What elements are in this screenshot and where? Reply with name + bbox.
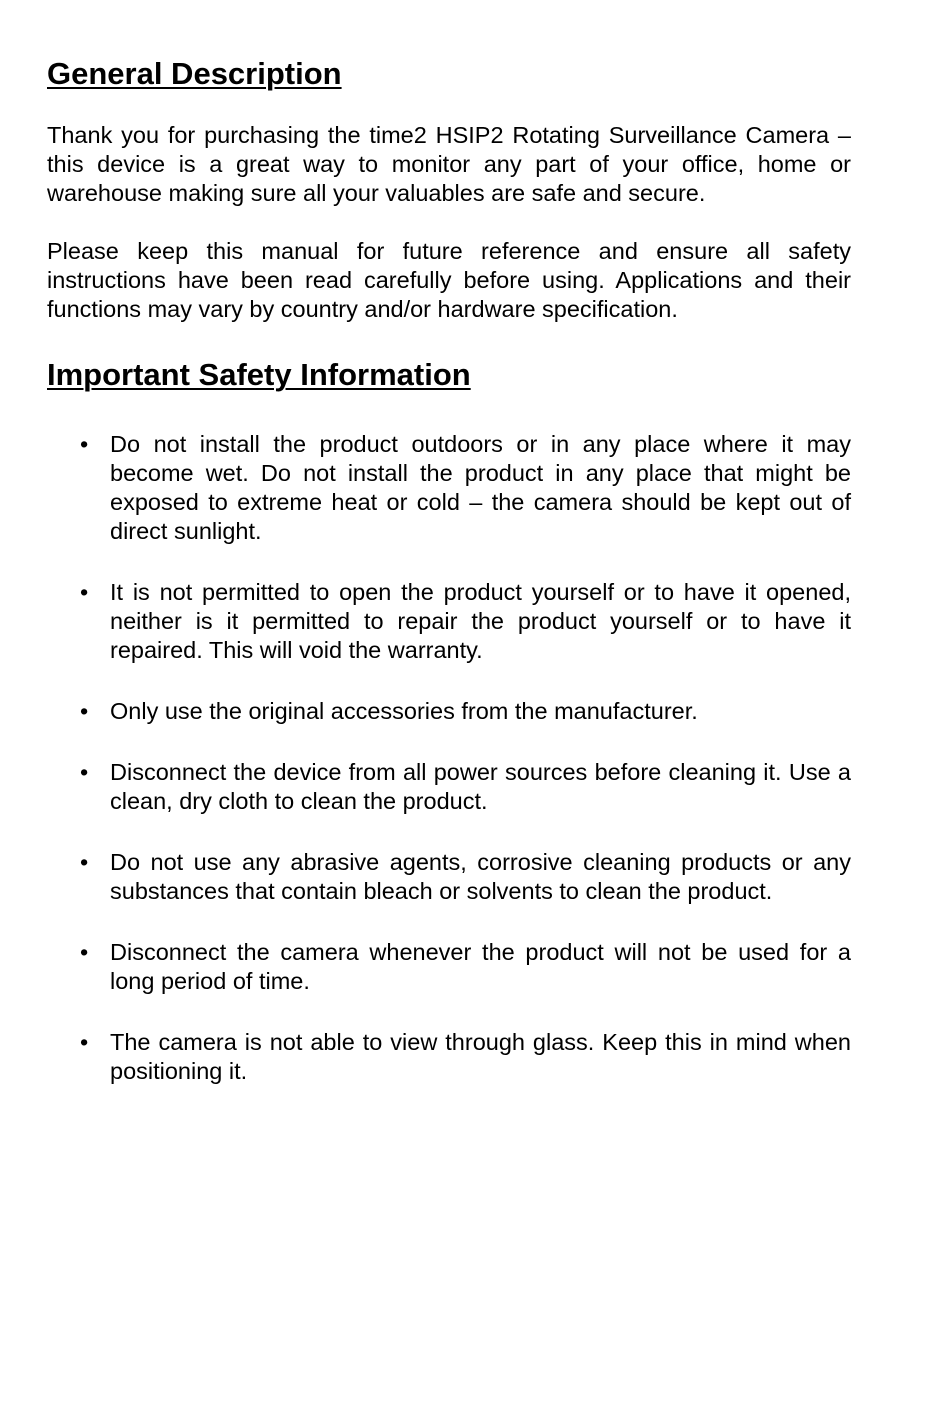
safety-information-heading: Important Safety Information [47,357,471,392]
safety-item-text: Disconnect the device from all power sources before cleaning it. Use a clean, dry cloth to clean the product. [110,759,851,814]
safety-item [47,697,851,726]
safety-list [47,430,851,1086]
safety-item-text: Disconnect the camera whenever the product will not be used for a long period of time. [110,939,851,994]
safety-item-text: It is not permitted to open the product yourself or to have it opened, neither is it permitted to repair the product yourself or to have it repaired. This will void the warranty. [110,579,851,663]
bullet-icon: • [80,939,89,965]
safety-item-text: Do not install the product outdoors or in any place where it may become wet. Do not install the product in any place that might be exposed to extreme heat or cold – the camera should be kept out of direct sunlight. [110,431,851,544]
safety-item-text: Only use the original accessories from the manufacturer. [110,698,698,724]
bullet-icon: • [80,698,89,724]
bullet-icon: • [80,579,89,605]
bullet-icon: • [80,431,89,457]
safety-item [47,938,851,996]
safety-item [47,1028,851,1086]
safety-item [47,848,851,906]
safety-item [47,758,851,816]
safety-item [47,430,851,546]
safety-item [47,578,851,665]
manual-page [47,52,851,1118]
bullet-icon: • [80,759,89,785]
intro-paragraph: Thank you for purchasing the time2 HSIP2 Rotating Surveillance Camera – this device is a great way to monitor any part of your office, home or warehouse making sure all your valuables are safe and secure. [47,122,851,206]
bullet-icon: • [80,849,89,875]
manual-reference-paragraph: Please keep this manual for future reference and ensure all safety instructions have been read carefully before using. Applications and their functions may vary by country and/or hardware specification. [47,238,851,322]
safety-item-text: The camera is not able to view through glass. Keep this in mind when positioning it. [110,1029,851,1084]
general-description-heading: General Description [47,56,342,91]
bullet-icon: • [80,1029,89,1055]
safety-item-text: Do not use any abrasive agents, corrosive cleaning products or any substances that contain bleach or solvents to clean the product. [110,849,851,904]
